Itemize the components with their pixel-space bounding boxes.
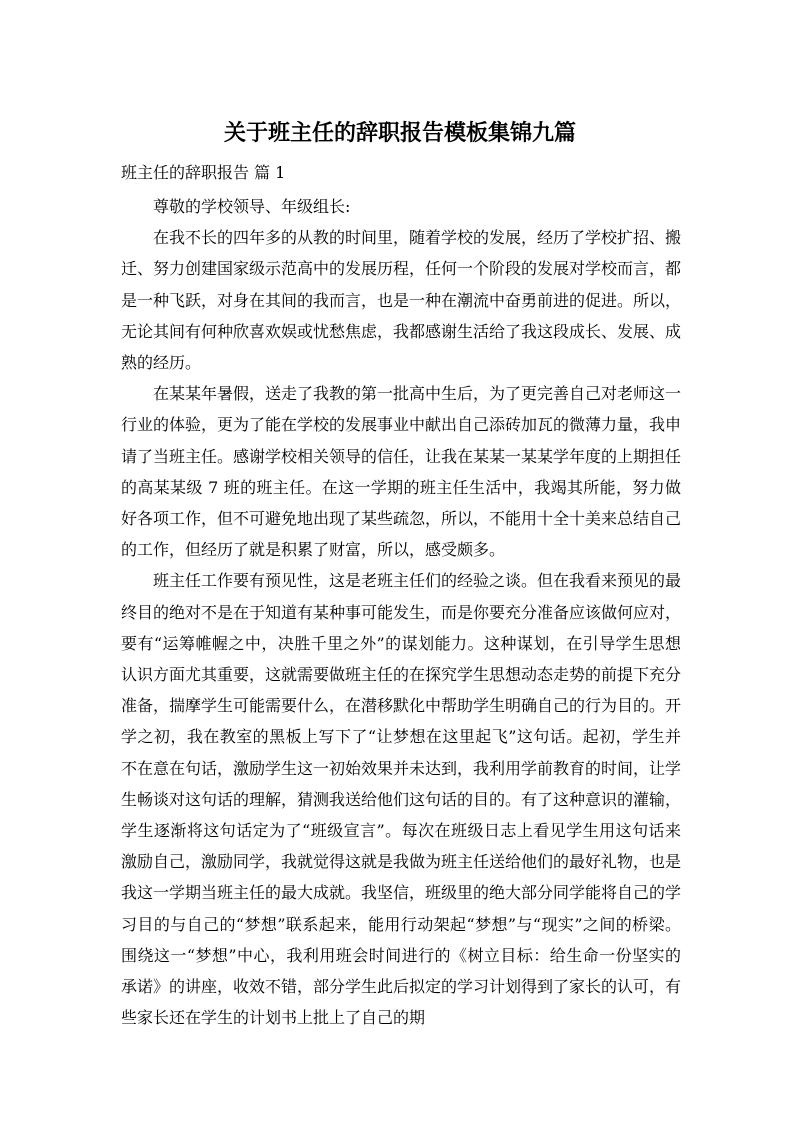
body-paragraph: 在某某年暑假，送走了我教的第一批高中生后，为了更完善自己对老师这一行业的体验，更为了能在学校的发展事业中献出自己添砖加瓦的微薄力量，我申请了当班主任。感谢学校相关领导的信任，让我在某某一某某学年度的上期担任的高某某级 7 班的班主任。在这一学期的班主任生活中，我竭其所能，努力做好各项工作，但不可避免地出现了某些疏忽，所以，不能用十全十美来总结自己的工作，但经历了就是积累了财富，所以，感受颇多。 (121, 384, 682, 560)
salutation-paragraph: 尊敬的学校领导、年级组长: (153, 197, 351, 216)
document-title: 关于班主任的辞职报告模板集锦九篇 (223, 121, 576, 146)
document-body (121, 191, 681, 1033)
body-paragraph: 班主任工作要有预见性，这是老班主任们的经验之谈。但在我看来预见的最终目的绝对不是在于知道有某种事可能发生，而是你要充分准备应该做何应对，要有“运筹帷幄之中，决胜千里之外”的谋划能力。这种谋划，在引导学生思想认识方面尤其重要，这就需要做班主任的在探究学生思想动态走势的前提下充分准备，揣摩学生可能需要什么，在潜移默化中帮助学生明确自己的行为目的。开学之初，我在教室的黑板上写下了“让梦想在这里起飞”这句话。起初，学生并不在意在句话，激励学生这一初始效果并未达到，我利用学前教育的时间，让学生畅谈对这句话的理解，猜测我送给他们这句话的目的。有了这种意识的灌输，学生逐渐将这句话定为了“班级宣言”。每次在班级日志上看见学生用这句话来激励自己，激励同学，我就觉得这就是我做为班主任送给他们的最好礼物，也是我这一学期当班主任的最大成就。我坚信，班级里的绝大部分同学能将自己的学习目的与自己的“梦想”联系起来，能用行动架起“梦想”与“现实”之间的桥梁。围绕这一“梦想”中心，我利用班会时间进行的《树立目标：给生命一份坚实的承诺》的讲座，收效不错，部分学生此后拟定的学习计划得到了家长的认可，有些家长还在学生的计划书上批上了自己的期 (121, 571, 682, 1028)
body-paragraph: 在我不长的四年多的从教的时间里，随着学校的发展，经历了学校扩招、搬迁、努力创建国家级示范高中的发展历程，任何一个阶段的发展对学校而言，都是一种飞跃，对身在其间的我而言，也是一种在潮流中奋勇前进的促进。所以，无论其间有何种欣喜欢娱或忧愁焦虑，我都感谢生活给了我这段成长、发展、成熟的经历。 (121, 228, 682, 373)
section-heading: 班主任的辞职报告 篇 1 (121, 163, 286, 182)
